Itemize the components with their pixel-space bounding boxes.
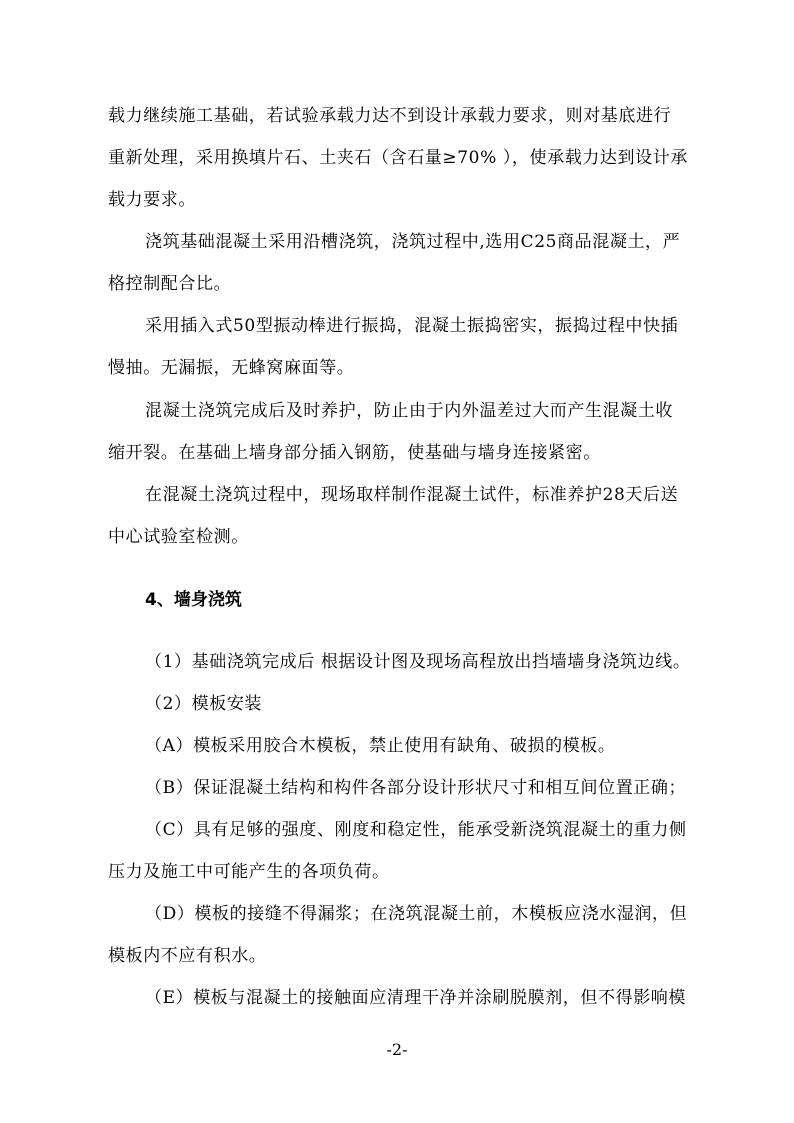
paragraph-line: 在混凝土浇筑过程中，现场取样制作混凝土试件，标准养护28天后送 <box>145 485 679 505</box>
paragraph-line: 混凝土浇筑完成后及时养护，防止由于内外温差过大而产生混凝土收 <box>145 401 673 421</box>
list-item: （D）模板的接缝不得漏浆；在浇筑混凝土前，木模板应浇水湿润，但 <box>145 904 688 924</box>
paragraph-line: 采用插入式50型振动棒进行振捣，混凝土振捣密实，振捣过程中快插 <box>145 316 679 336</box>
list-item: （C）具有足够的强度、刚度和稳定性，能承受新浇筑混凝土的重力侧 <box>145 820 687 840</box>
paragraph-line: 浇筑基础混凝土采用沿槽浇筑，浇筑过程中,选用C25商品混凝土，严 <box>145 232 681 252</box>
paragraph-line: 重新处理，采用换填片石、土夹石（含石量≥70% ），使承载力达到设计承 <box>108 148 688 168</box>
list-item: （B）保证混凝土结构和构件各部分设计形状尺寸和相互间位置正确； <box>145 778 687 798</box>
section-heading: 4、墙身浇筑 <box>145 590 242 610</box>
page-number: -2- <box>386 1040 408 1059</box>
list-item: （A）模板采用胶合木模板，禁止使用有缺角、破损的模板。 <box>145 736 616 756</box>
paragraph-line: 中心试验室检测。 <box>108 527 249 547</box>
paragraph-line: 格控制配合比。 <box>108 274 232 294</box>
paragraph-line: 载力要求。 <box>108 190 196 210</box>
paragraph-line: 缩开裂。在基础上墙身部分插入钢筋，使基础与墙身连接紧密。 <box>108 443 601 463</box>
list-item: （1）基础浇筑完成后 根据设计图及现场高程放出挡墙墙身浇筑边线。 <box>145 652 691 672</box>
paragraph-line: 载力继续施工基础，若试验承载力达不到设计承载力要求，则对基底进行 <box>108 106 672 126</box>
paragraph-line: 慢抽。无漏振，无蜂窝麻面等。 <box>108 358 355 378</box>
list-item: （E）模板与混凝土的接触面应清理干净并涂刷脱膜剂，但不得影响模 <box>145 988 687 1008</box>
list-item: （2）模板安装 <box>145 694 263 714</box>
list-item-continuation: 压力及施工中可能产生的各项负荷。 <box>108 862 390 882</box>
list-item-continuation: 模板内不应有积水。 <box>108 946 267 966</box>
